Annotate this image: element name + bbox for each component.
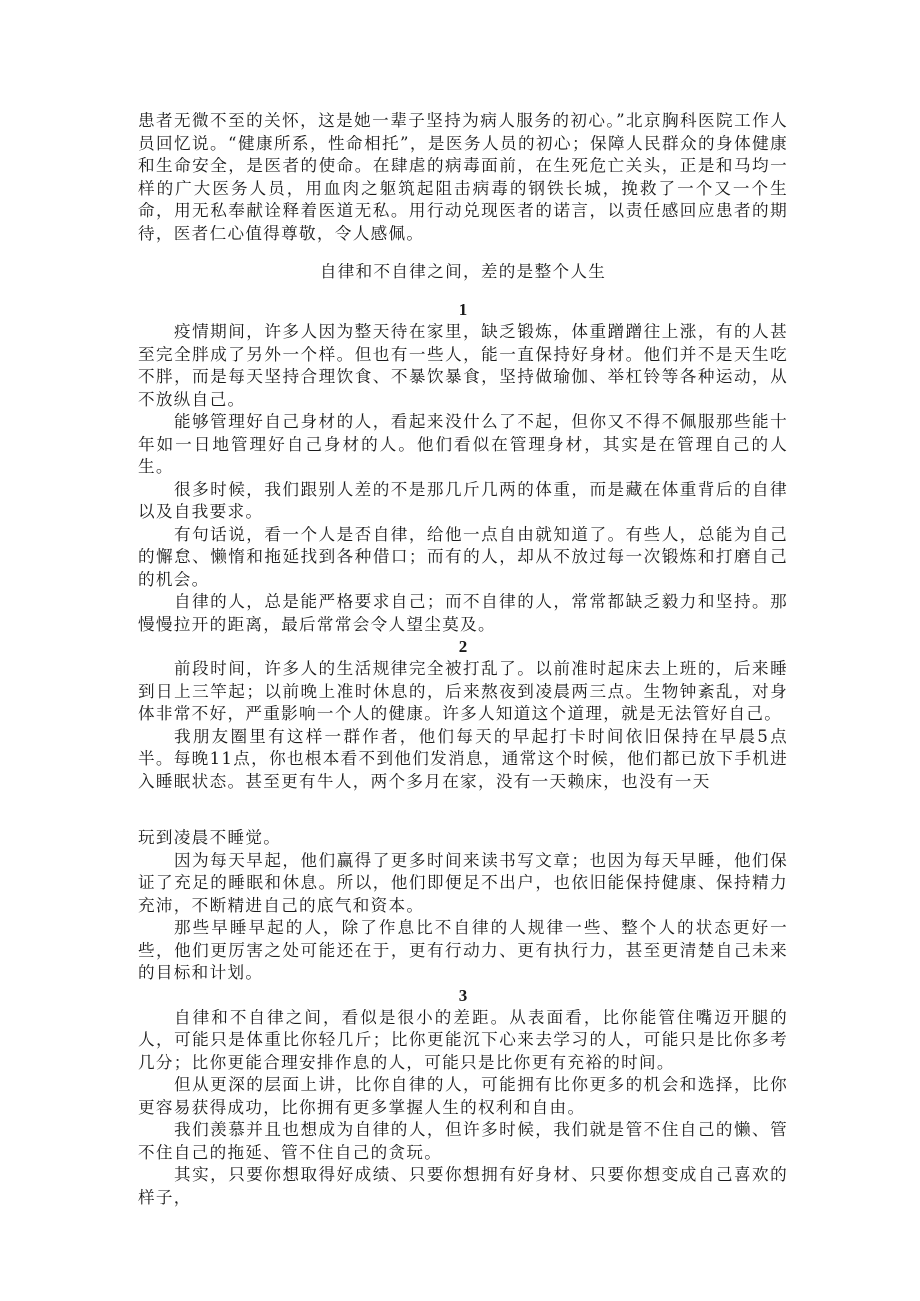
- section-1-paragraph-5: 自律的人，总是能严格要求自己；而不自律的人，常常都缺乏毅力和坚持。那慢慢拉开的距离，最后常常会令人望尘莫及。: [138, 592, 788, 634]
- article-title: 自律和不自律之间，差的是整个人生: [319, 262, 607, 281]
- section-1-paragraph-1: 疫情期间，许多人因为整天待在家里，缺乏锻炼，体重蹭蹭往上涨，有的人甚至完全胖成了另外一个样。但也有一些人，能一直保持好身材。他们并不是天生吃不胖，而是每天坚持合理饮食、不暴饮暴食，坚持做瑜伽、举杠铃等各种运动，从不放纵自己。: [138, 322, 788, 409]
- section-3-paragraph-1: 自律和不自律之间，看似是很小的差距。从表面看，比你能管住嘴迈开腿的人，可能只是体重比你轻几斤；比你更能沉下心来去学习的人，可能只是比你多考几分；比你更能合理安排作息的人，可能只是比你更有充裕的时间。: [138, 1007, 788, 1072]
- section-2-paragraph-1: 前段时间，许多人的生活规律完全被打乱了。以前准时起床去上班的，后来睡到日上三竿起；以前晚上准时休息的，后来熬夜到凌晨两三点。生物钟紊乱，对身体非常不好，严重影响一个人的健康。许多人知道这个道理，就是无法管好自己。: [138, 659, 788, 723]
- section-2-continued-3: 那些早睡早起的人，除了作息比不自律的人规律一些、整个人的状态更好一些，他们更厉害之处可能还在于，更有行动力、更有执行力，甚至更清楚自己未来的目标和计划。: [138, 918, 788, 982]
- section-1-paragraph-3: 很多时候，我们跟别人差的不是那几斤几两的体重，而是藏在体重背后的自律以及自我要求。: [138, 479, 788, 521]
- document-page: [138, 110, 788, 1209]
- section-3-paragraph-2: 但从更深的层面上讲，比你自律的人，可能拥有比你更多的机会和选择，比你更容易获得成功，比你拥有更多掌握人生的权利和自由。: [138, 1075, 788, 1117]
- section-number-2: 2: [458, 637, 468, 656]
- section-3-paragraph-3: 我们羡慕并且也想成为自律的人，但许多时候，我们就是管不住自己的懒、管不住自己的拖延、管不住自己的贪玩。: [138, 1120, 788, 1162]
- section-2-continued-2: 因为每天早起，他们赢得了更多时间来读书写文章；也因为每天早睡，他们保证了充足的睡眠和休息。所以，他们即便足不出户，也依旧能保持健康、保持精力充沛，不断精进自己的底气和资本。: [138, 850, 788, 915]
- intro-paragraph: 患者无微不至的关怀，这是她一辈子坚持为病人服务的初心。”北京胸科医院工作人员回忆说。“健康所系，性命相托”，是医务人员的初心；保障人民群众的身体健康和生命安全，是医者的使命。在肆虐的病毒面前，在生死危亡关头，正是和马均一样的广大医务人员，用血肉之躯筑起阻击病毒的钢铁长城，挽救了一个又一个生命，用无私奉献诠释着医道无私。用行动兑现医者的诺言，以责任感回应患者的期待，医者仁心值得尊敬，令人感佩。: [138, 111, 788, 243]
- section-number-1: 1: [458, 300, 468, 319]
- section-1-paragraph-2: 能够管理好自己身材的人，看起来没什么了不起，但你又不得不佩服那些能十年如一日地管理好自己身材的人。他们看似在管理身材，其实是在管理自己的人生。: [138, 412, 788, 476]
- page-break-gap: [138, 793, 788, 827]
- section-2-paragraph-2: 我朋友圈里有这样一群作者，他们每天的早起打卡时间依旧保持在早晨5点半。每晚11点，你也根本看不到他们发消息，通常这个时候，他们都已放下手机进入睡眠状态。甚至更有牛人，两个多月在家，没有一天赖床，也没有一天: [138, 726, 788, 791]
- section-number-3: 3: [458, 985, 468, 1005]
- section-3-paragraph-4: 其实，只要你想取得好成绩、只要你想拥有好身材、只要你想变成自己喜欢的样子，: [138, 1165, 788, 1207]
- section-1-paragraph-4: 有句话说，看一个人是否自律，给他一点自由就知道了。有些人，总能为自己的懈怠、懒惰和拖延找到各种借口；而有的人，却从不放过每一次锻炼和打磨自己的机会。: [138, 524, 788, 589]
- section-2-continued-1: 玩到凌晨不睡觉。: [138, 828, 282, 847]
